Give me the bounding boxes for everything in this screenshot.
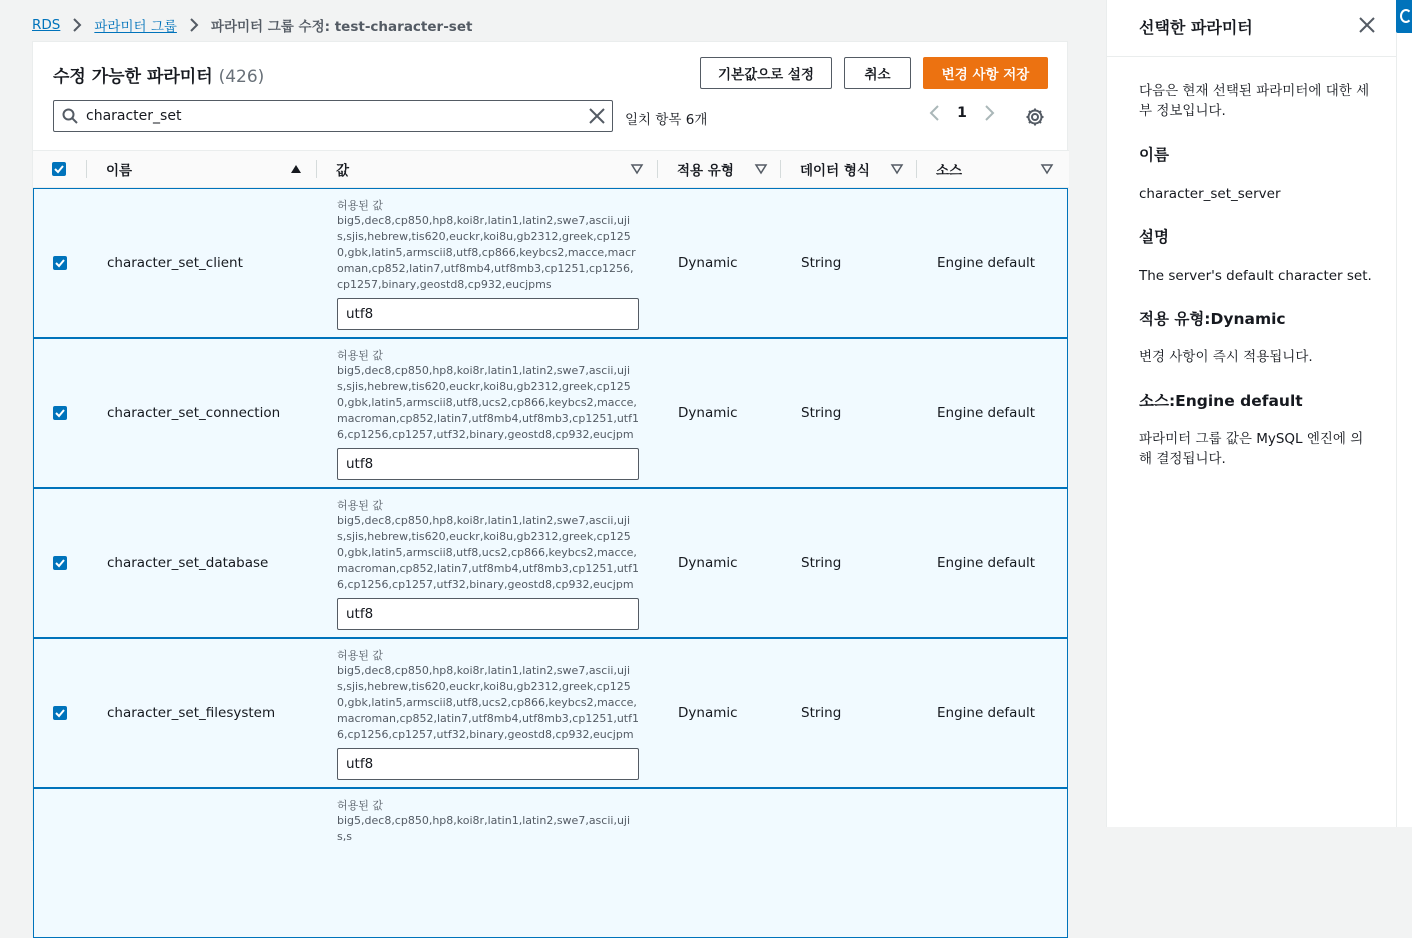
table-row[interactable] [33,488,1068,638]
panel-description-heading: 설명 [1139,228,1169,246]
parameter-value-input[interactable] [337,448,639,480]
parameter-value-input[interactable] [337,598,639,630]
close-icon[interactable] [588,107,606,125]
sort-caret-icon[interactable] [891,164,903,174]
data-type: String [801,405,842,421]
table-row[interactable] [33,338,1068,488]
allowed-values-label: 허용된 값 [337,349,384,362]
chevron-right-icon [70,18,84,32]
source: Engine default [937,555,1036,571]
table-row[interactable] [33,788,1068,938]
check-icon [54,407,66,419]
table-row[interactable] [33,188,1068,338]
source: Engine default [937,405,1036,421]
parameter-value-input[interactable] [337,298,639,330]
row-checkbox[interactable] [53,256,67,270]
chevron-right-icon [187,18,201,32]
parameter-name: character_set_filesystem [107,705,276,721]
parameter-count: (426) [218,67,265,87]
side-navigation-rail [1396,0,1412,827]
table-row[interactable] [33,638,1068,788]
sort-caret-icon[interactable] [1041,164,1053,174]
check-icon [53,163,65,175]
chevron-right-icon[interactable] [982,105,996,121]
column-header-value[interactable]: 값 [336,163,350,179]
data-type: String [801,555,842,571]
panel-description-value: The server's default character set. [1139,268,1372,284]
source: Engine default [937,255,1036,271]
allowed-values: big5,dec8,cp850,hp8,koi8r,latin1,latin2,swe7,ascii,ujis,sjis,hebrew,tis620,euckr,koi8u,gb2312,greek,cp1250,gbk,latin5,armscii8,utf8,ucs2,cp866,keybcs2,macce,macroman,cp852,latin7,utf8mb4,utf8mb3,cp1251,utf16,cp1256,cp1257,utf32,binary,geostd8,cp932,eucjpm [337,514,639,591]
panel-intro: 다음은 현재 선택된 파라미터에 대한 세부 정보입니다. [1139,83,1370,119]
search-box [53,100,613,132]
column-divider [916,160,917,178]
allowed-values: big5,dec8,cp850,hp8,koi8r,latin1,latin2,swe7,ascii,ujis,sjis,hebrew,tis620,euckr,koi8u,gb2312,greek,cp1250,gbk,latin5,armscii8,utf8,ucs2,cp866,keybcs2,macce,macroman,cp852,latin7,utf8mb4,utf8mb3,cp1251,utf16,cp1256,cp1257,utf32,binary,geostd8,cp932,eucjpm [337,664,639,741]
check-icon [54,707,66,719]
info-toggle-button[interactable] [1396,0,1412,33]
sort-caret-icon[interactable] [631,164,643,174]
select-all-checkbox[interactable] [52,162,66,176]
panel-source-value: 파라미터 그룹 값은 MySQL 엔진에 의해 결정됩니다. [1139,431,1364,467]
breadcrumb-param-groups-link[interactable]: 파라미터 그룹 [94,19,177,35]
parameters-container [32,41,1068,841]
allowed-values-label: 허용된 값 [337,199,384,212]
table-header [33,150,1069,188]
allowed-values-label: 허용된 값 [337,649,384,662]
panel-name-value: character_set_server [1139,186,1281,202]
panel-name-heading: 이름 [1139,146,1169,164]
column-header-apply-type[interactable]: 적용 유형 [677,163,734,179]
breadcrumb [32,16,472,34]
cancel-button[interactable]: 취소 [844,57,911,89]
panel-divider [1107,56,1397,57]
row-checkbox[interactable] [53,406,67,420]
apply-type: Dynamic [678,555,738,571]
data-type: String [801,255,842,271]
save-changes-button[interactable]: 변경 사항 저장 [923,57,1048,89]
sort-caret-icon[interactable] [755,164,767,174]
source: Engine default [937,705,1036,721]
data-type: String [801,705,842,721]
allowed-values: big5,dec8,cp850,hp8,koi8r,latin1,latin2,swe7,ascii,ujis,sjis,hebrew,tis620,euckr,koi8u,gb2312,greek,cp1250,gbk,latin5,armscii8,utf8,cp866,keybcs2,macce,macroman,cp852,latin7,utf8mb4,utf8mb3,cp1251,cp1256,cp1257,binary,geostd8,cp932,eucjpms [337,214,636,291]
parameter-name: character_set_connection [107,405,281,421]
breadcrumb-rds-link[interactable]: RDS [32,17,61,33]
column-divider [657,160,658,178]
allowed-values: big5,dec8,cp850,hp8,koi8r,latin1,latin2,swe7,ascii,ujis,s [337,814,631,843]
apply-type: Dynamic [678,255,738,271]
allowed-values-label: 허용된 값 [337,799,384,812]
close-icon[interactable] [1359,17,1375,33]
column-header-name[interactable]: 이름 [106,163,133,179]
gear-icon[interactable] [1025,107,1045,127]
parameter-name: character_set_database [107,555,269,571]
column-header-data-type[interactable]: 데이터 형식 [800,163,870,179]
check-icon [54,257,66,269]
page-title-text: 수정 가능한 파라미터 [53,67,213,87]
allowed-values-label: 허용된 값 [337,499,384,512]
apply-type: Dynamic [678,405,738,421]
search-icon [62,108,78,124]
column-divider [316,160,317,178]
check-icon [54,557,66,569]
info-icon [1400,9,1412,23]
chevron-left-icon[interactable] [928,105,942,121]
panel-apply-type-value: 변경 사항이 즉시 적용됩니다. [1139,349,1313,365]
column-header-source[interactable]: 소스 [936,163,963,179]
panel-source-heading: 소스:Engine default [1139,392,1303,410]
current-page[interactable]: 1 [957,105,967,121]
match-count: 일치 항목 6개 [625,112,708,128]
pagination [928,105,996,121]
page-title [53,62,264,87]
panel-apply-type-heading: 적용 유형:Dynamic [1139,310,1286,328]
reset-defaults-button[interactable]: 기본값으로 설정 [700,57,832,89]
parameter-name: character_set_client [107,255,243,271]
search-input[interactable] [86,108,588,124]
parameter-value-input[interactable] [337,748,639,780]
column-divider [780,160,781,178]
selected-parameter-panel [1106,0,1396,827]
column-divider [86,160,87,178]
panel-title: 선택한 파라미터 [1139,18,1253,37]
apply-type: Dynamic [678,705,738,721]
allowed-values: big5,dec8,cp850,hp8,koi8r,latin1,latin2,swe7,ascii,ujis,sjis,hebrew,tis620,euckr,koi8u,gb2312,greek,cp1250,gbk,latin5,armscii8,utf8,ucs2,cp866,keybcs2,macce,macroman,cp852,latin7,utf8mb4,utf8mb3,cp1251,utf16,cp1256,cp1257,utf32,binary,geostd8,cp932,eucjpm [337,364,639,441]
sort-ascending-icon[interactable] [290,164,302,174]
row-checkbox[interactable] [53,556,67,570]
breadcrumb-current: 파라미터 그룹 수정: test-character-set [210,19,473,35]
row-checkbox[interactable] [53,706,67,720]
